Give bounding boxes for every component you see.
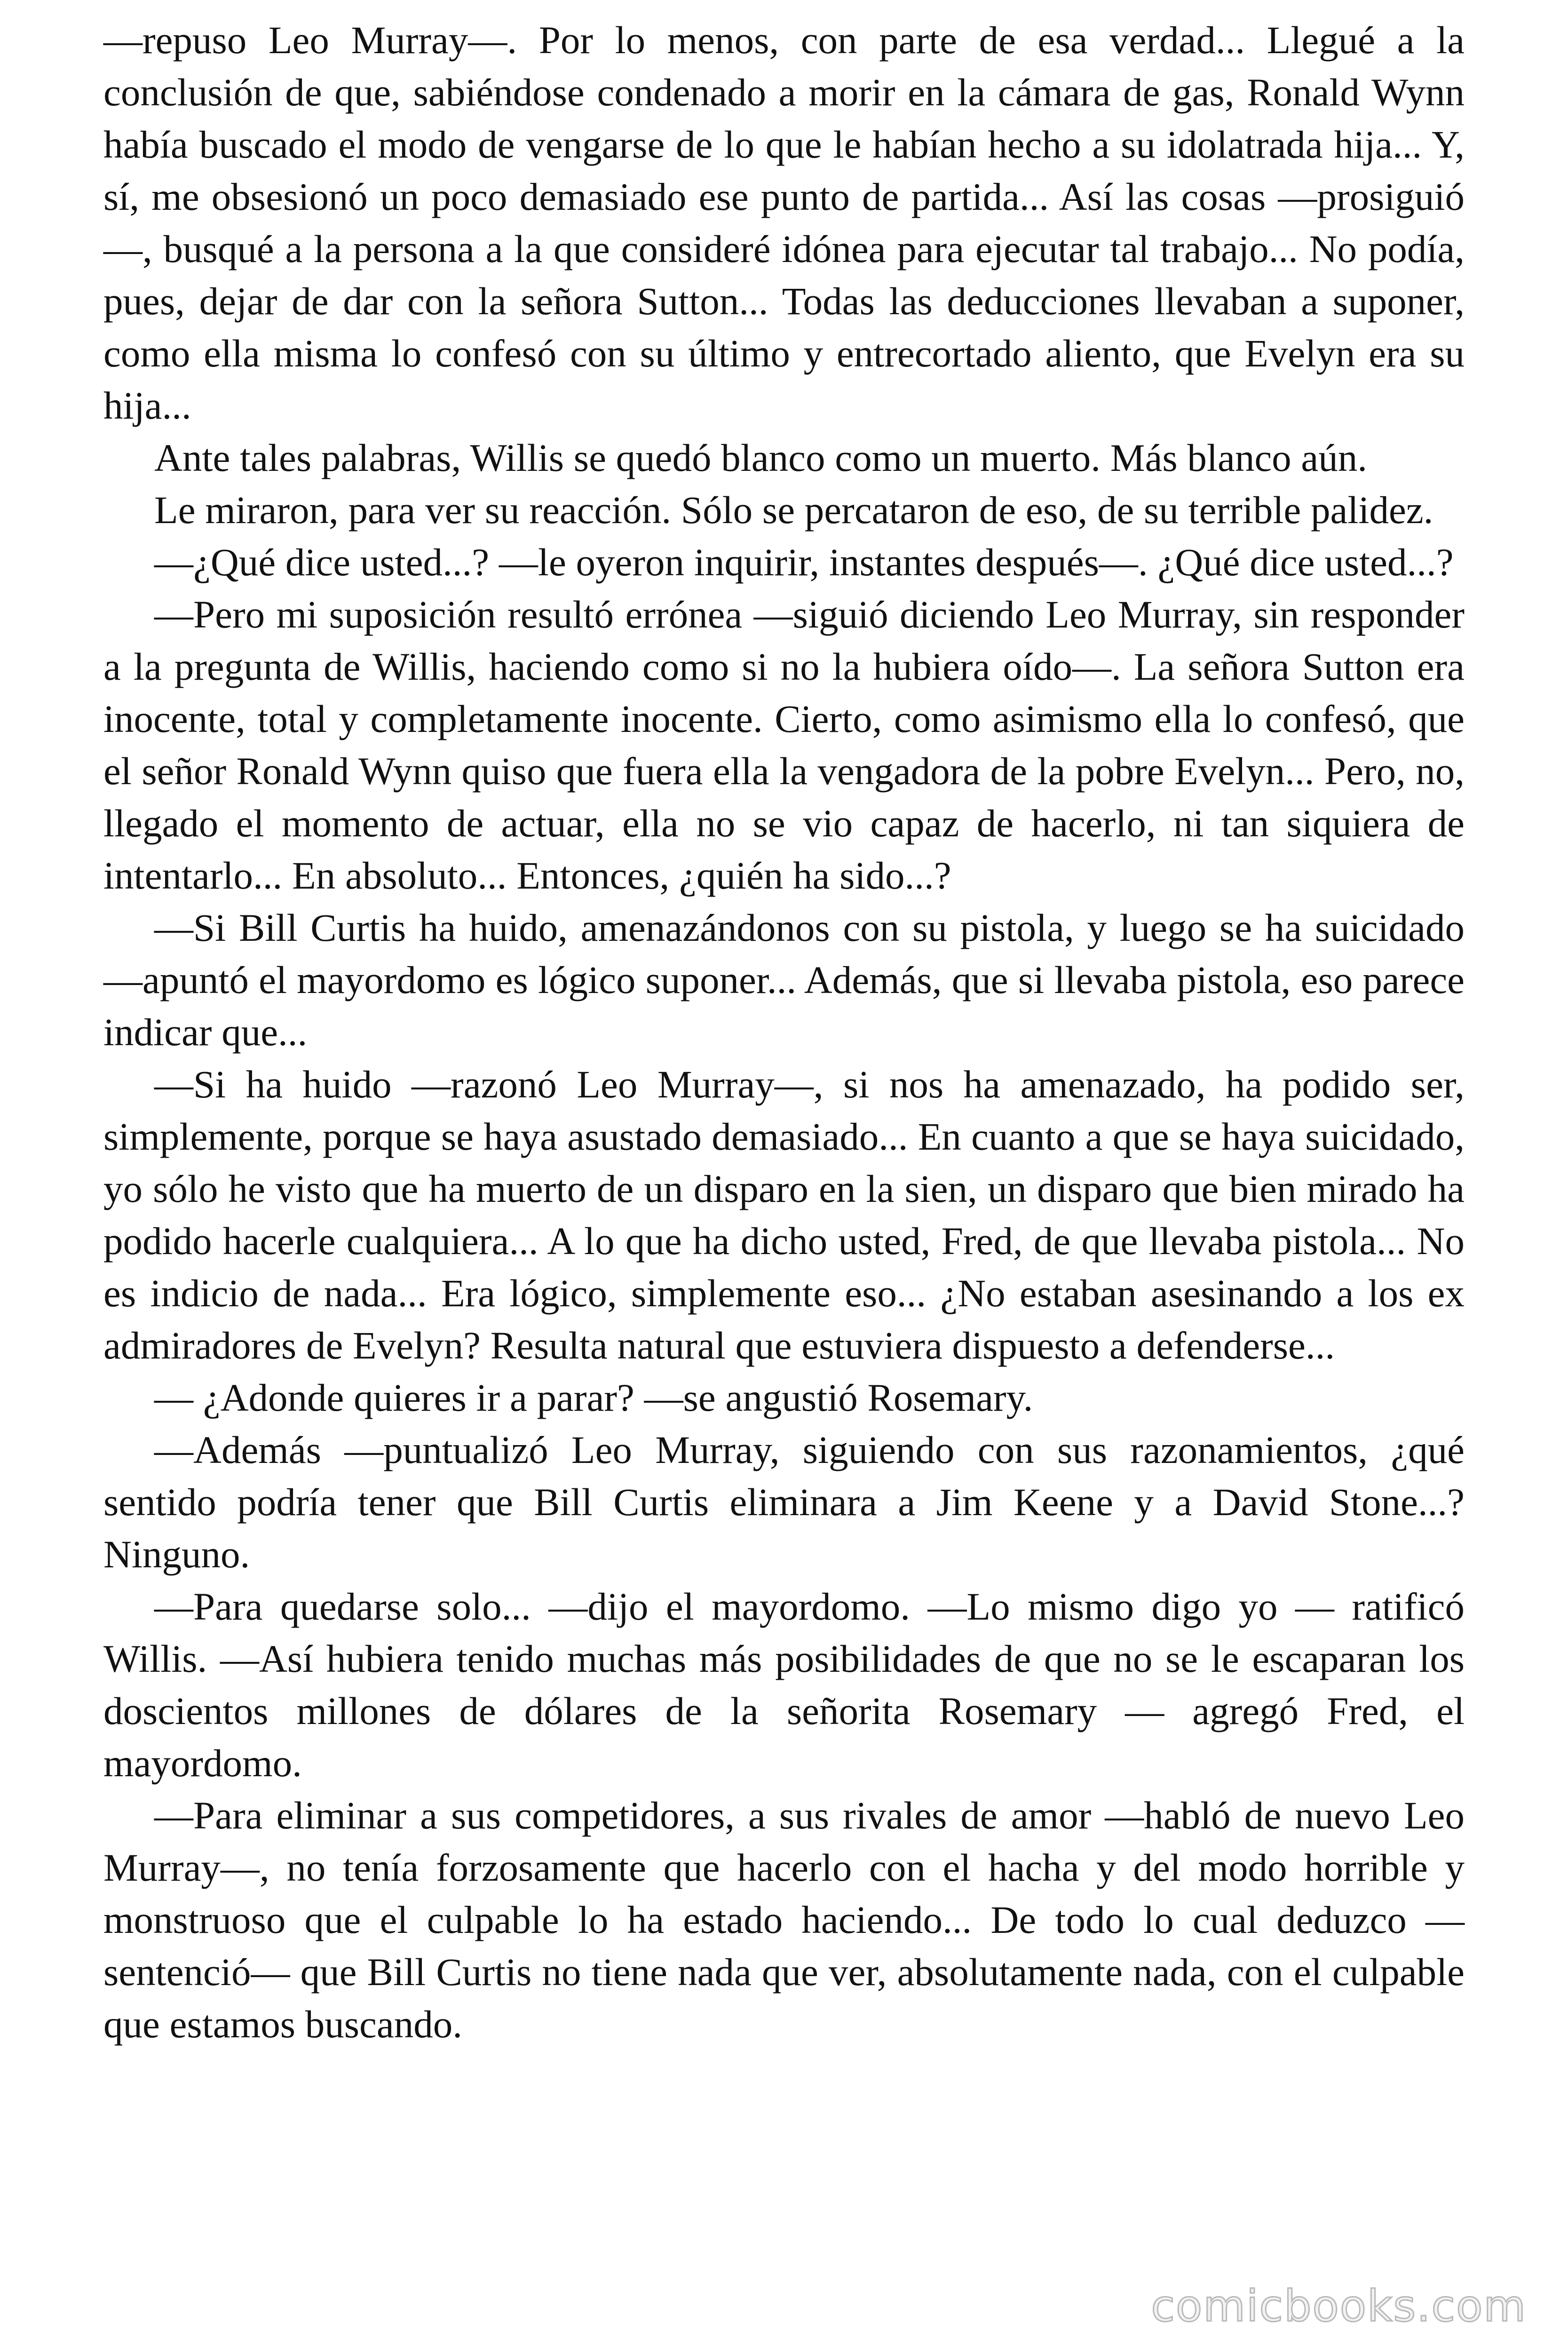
paragraph-continuation: —repuso Leo Murray—. Por lo menos, con parte de esa verdad... Llegué a la conclusión de que, sabiéndose condenado a morir en la cámara de gas, Ronald Wynn había buscado el modo de vengarse de lo que le habían hecho a su idolatrada hija... Y, sí, me obsesionó un poco demasiado ese punto de partida... Así las cosas —prosiguió—, busqué a la persona a la que consideré idónea para ejecutar tal trabajo... No podía, pues, dejar de dar con la señora Sutton... Todas las deducciones llevaban a suponer, como ella misma lo confesó con su último y entrecortado aliento, que Evelyn era su hija... (103, 18, 1465, 427)
paragraph: —¿Qué dice usted...? —le oyeron inquirir, instantes después—. ¿Qué dice usted...? (154, 540, 1454, 584)
paragraph: Ante tales palabras, Willis se quedó blanco como un muerto. Más blanco aún. (154, 436, 1367, 479)
paragraph: —Además —puntualizó Leo Murray, siguiendo con sus razonamientos, ¿qué sentido podría tener que Bill Curtis eliminara a Jim Keene y a David Stone...? Ninguno. (103, 1428, 1465, 1576)
site-watermark: comicbooks.com (1151, 2281, 1527, 2331)
paragraph: —Si ha huido —razonó Leo Murray—, si nos ha amenazado, ha podido ser, simplemente, porque se haya asustado demasiado... En cuanto a que se haya suicidado, yo sólo he visto que ha muerto de un disparo en la sien, un disparo que bien mirado ha podido hacerle cualquiera... A lo que ha dicho usted, Fred, de que llevaba pistola... No es indicio de nada... Era lógico, simplemente eso... ¿No estaban asesinando a los ex admiradores de Evelyn? Resulta natural que estuviera dispuesto a defenderse... (103, 1063, 1465, 1367)
paragraph: —Para quedarse solo... —dijo el mayordomo. —Lo mismo digo yo — ratificó Willis. —Así hubiera tenido muchas más posibilidades de que no se le escaparan los doscientos millones de dólares de la señorita Rosemary — agregó Fred, el mayordomo. (103, 1585, 1465, 1785)
paragraph: Le miraron, para ver su reacción. Sólo se percataron de eso, de su terrible palidez. (154, 488, 1433, 532)
paragraph: —Pero mi suposición resultó errónea —siguió diciendo Leo Murray, sin responder a la pregunta de Willis, haciendo como si no la hubiera oído—. La señora Sutton era inocente, total y completamente inocente. Cierto, como asimismo ella lo confesó, que el señor Ronald Wynn quiso que fuera ella la vengadora de la pobre Evelyn... Pero, no, llegado el momento de actuar, ella no se vio capaz de hacerlo, ni tan siquiera de intentarlo... En absoluto... Entonces, ¿quién ha sido...? (103, 593, 1465, 897)
paragraph: —Para eliminar a sus competidores, a sus rivales de amor —habló de nuevo Leo Murray—, no tenía forzosamente que hacerlo con el hacha y del modo horrible y monstruoso que el culpable lo ha estado haciendo... De todo lo cual deduzco —sentenció— que Bill Curtis no tiene nada que ver, absolutamente nada, con el culpable que estamos buscando. (103, 1794, 1465, 2046)
paragraph: —Si Bill Curtis ha huido, amenazándonos con su pistola, y luego se ha suicidado —apuntó el mayordomo es lógico suponer... Además, que si llevaba pistola, eso parece indicar que... (103, 906, 1465, 1054)
paragraph: — ¿Adonde quieres ir a parar? —se angustió Rosemary. (154, 1376, 1033, 1419)
book-page-text (103, 14, 1465, 2050)
